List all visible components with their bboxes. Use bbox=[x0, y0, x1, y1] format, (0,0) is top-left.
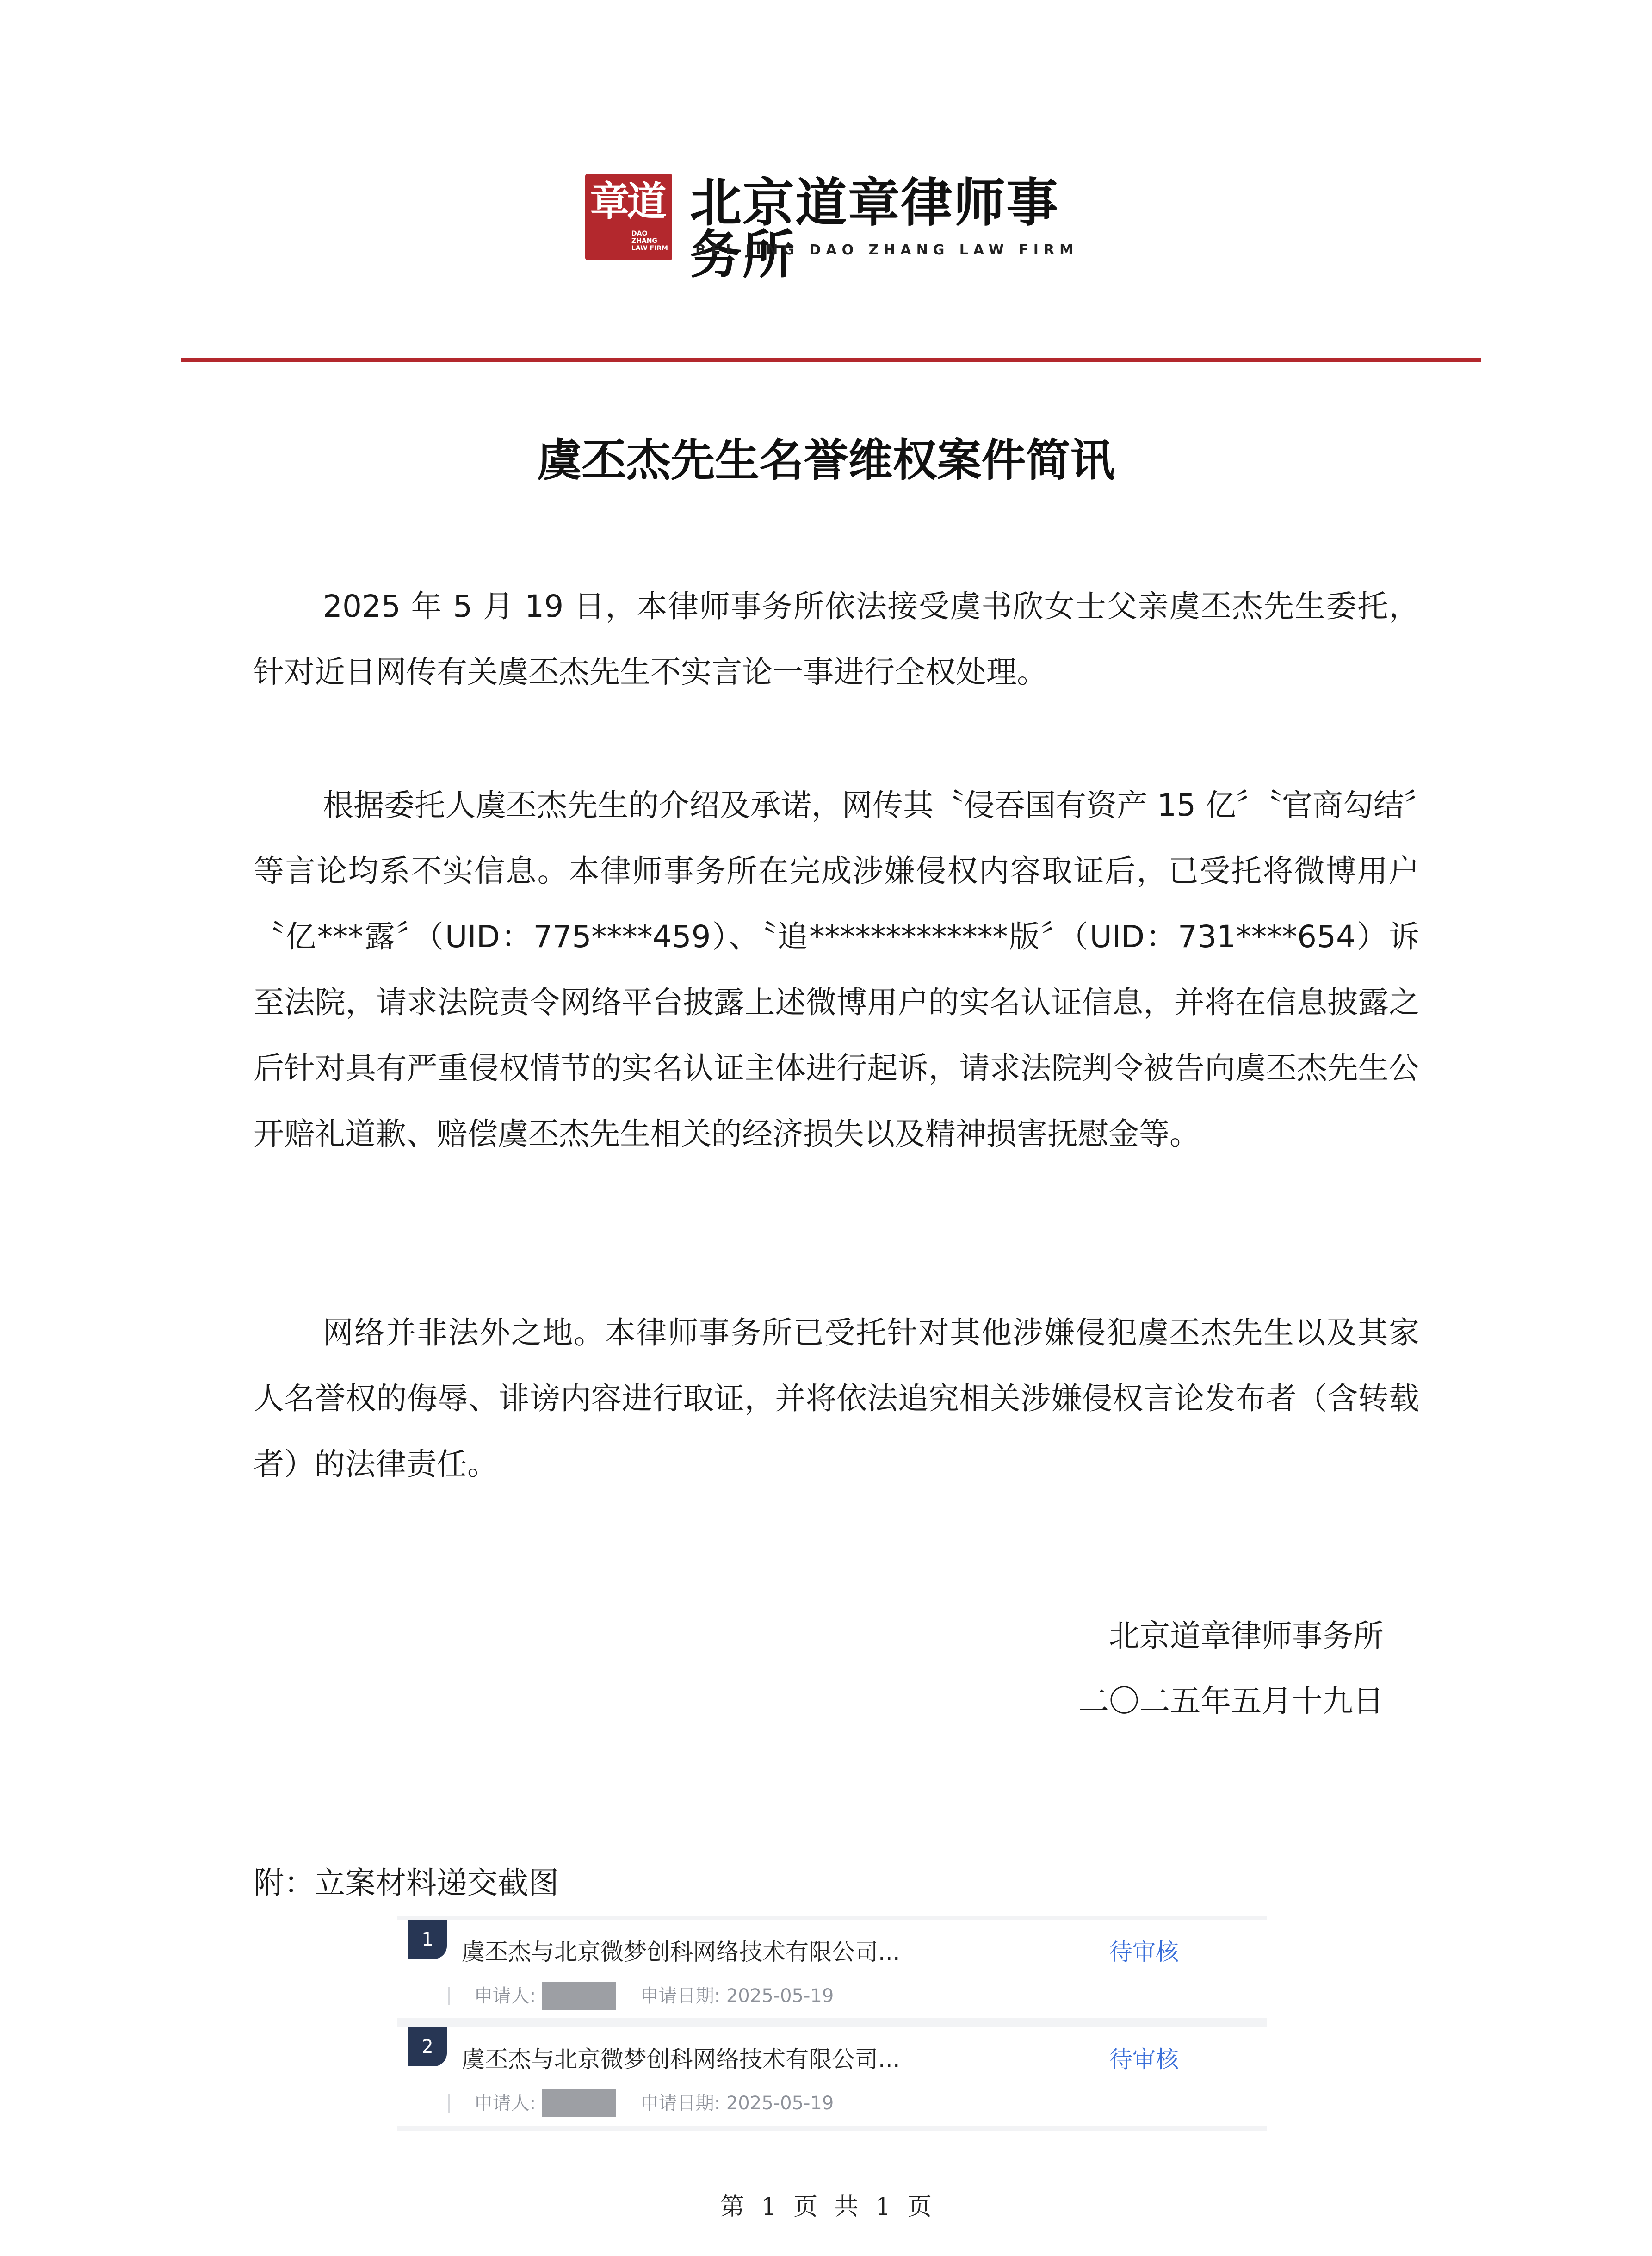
case-status: 待审核 bbox=[1109, 2046, 1179, 2073]
case-title[interactable]: 虞丕杰与北京微梦创科网络技术有限公司... bbox=[462, 1939, 900, 1965]
header-divider bbox=[181, 358, 1481, 362]
case-meta bbox=[462, 1981, 834, 2009]
application-date: 2025-05-19 bbox=[726, 2093, 834, 2114]
case-index-badge: 1 bbox=[408, 1920, 447, 1959]
paragraph-2: 根据委托人虞丕杰先生的介绍及承诺，网传其〝侵吞国有资产 15 亿〞〝官商勾结〞等言论均系不实信息。本律师事务所在完成涉嫌侵权内容取证后，已受托将微博用户〝亿***露〞（UID：775****459）、〝追*************版〞（UID：731****654）诉至法院，请求法院责令网络平台披露上述微博用户的实名认证信息，并将在信息披露之后针对具有严重侵权情节的实名认证主体进行起诉，请求法院判令被告向虞丕杰先生公开赔礼道歉、赔偿虞丕杰先生相关的经济损失以及精神损害抚慰金等。 bbox=[254, 787, 1419, 1152]
page-footer: 第 1 页 共 1 页 bbox=[720, 2193, 932, 2221]
attachment-label: 附：立案材料递交截图 bbox=[254, 1865, 559, 1901]
paragraph-3: 网络并非法外之地。本律师事务所已受托针对其他涉嫌侵犯虞丕杰先生以及其家人名誉权的侮辱、诽谤内容进行取证，并将依法追究相关涉嫌侵权言论发布者（含转载者）的法律责任。 bbox=[254, 1315, 1419, 1482]
firm-name-chinese: 北京道章律师事务所 bbox=[690, 173, 1059, 285]
applicant-label: 申请人: bbox=[474, 1985, 536, 2007]
seal-english-text: DAO ZHANG LAW FIRM bbox=[631, 230, 668, 252]
case-index-badge: 2 bbox=[408, 2027, 447, 2066]
filing-screenshot bbox=[397, 1916, 1267, 2131]
document-title: 虞丕杰先生名誉维权案件简讯 bbox=[537, 434, 1115, 486]
paragraph-1: 2025 年 5 月 19 日，本律师事务所依法接受虞书欣女士父亲虞丕杰先生委托，针对近日网传有关虞丕杰先生不实言论一事进行全权处理。 bbox=[254, 589, 1419, 690]
case-status: 待审核 bbox=[1109, 1939, 1179, 1965]
seal-stamp bbox=[585, 174, 672, 260]
application-date: 2025-05-19 bbox=[726, 1985, 834, 2007]
date-label: 申请日期: bbox=[640, 2093, 721, 2114]
firm-logo bbox=[585, 173, 1089, 285]
signature-date: 二〇二五年五月十九日 bbox=[1078, 1683, 1384, 1719]
case-title[interactable]: 虞丕杰与北京微梦创科网络技术有限公司... bbox=[462, 2046, 900, 2073]
case-card[interactable] bbox=[397, 1920, 1267, 2018]
date-label: 申请日期: bbox=[640, 1985, 721, 2007]
redacted-applicant bbox=[542, 2089, 616, 2117]
redacted-applicant bbox=[542, 1982, 616, 2010]
case-card[interactable] bbox=[397, 2027, 1267, 2126]
case-meta bbox=[462, 2089, 834, 2116]
firm-name-english: BEI JING DAO ZHANG LAW FIRM bbox=[695, 242, 1078, 258]
applicant-label: 申请人: bbox=[474, 2093, 536, 2114]
meta-divider bbox=[448, 2094, 450, 2113]
seal-text: 章道 bbox=[590, 178, 664, 225]
meta-divider bbox=[448, 1987, 450, 2005]
signature-firm: 北京道章律师事务所 bbox=[1109, 1618, 1384, 1654]
